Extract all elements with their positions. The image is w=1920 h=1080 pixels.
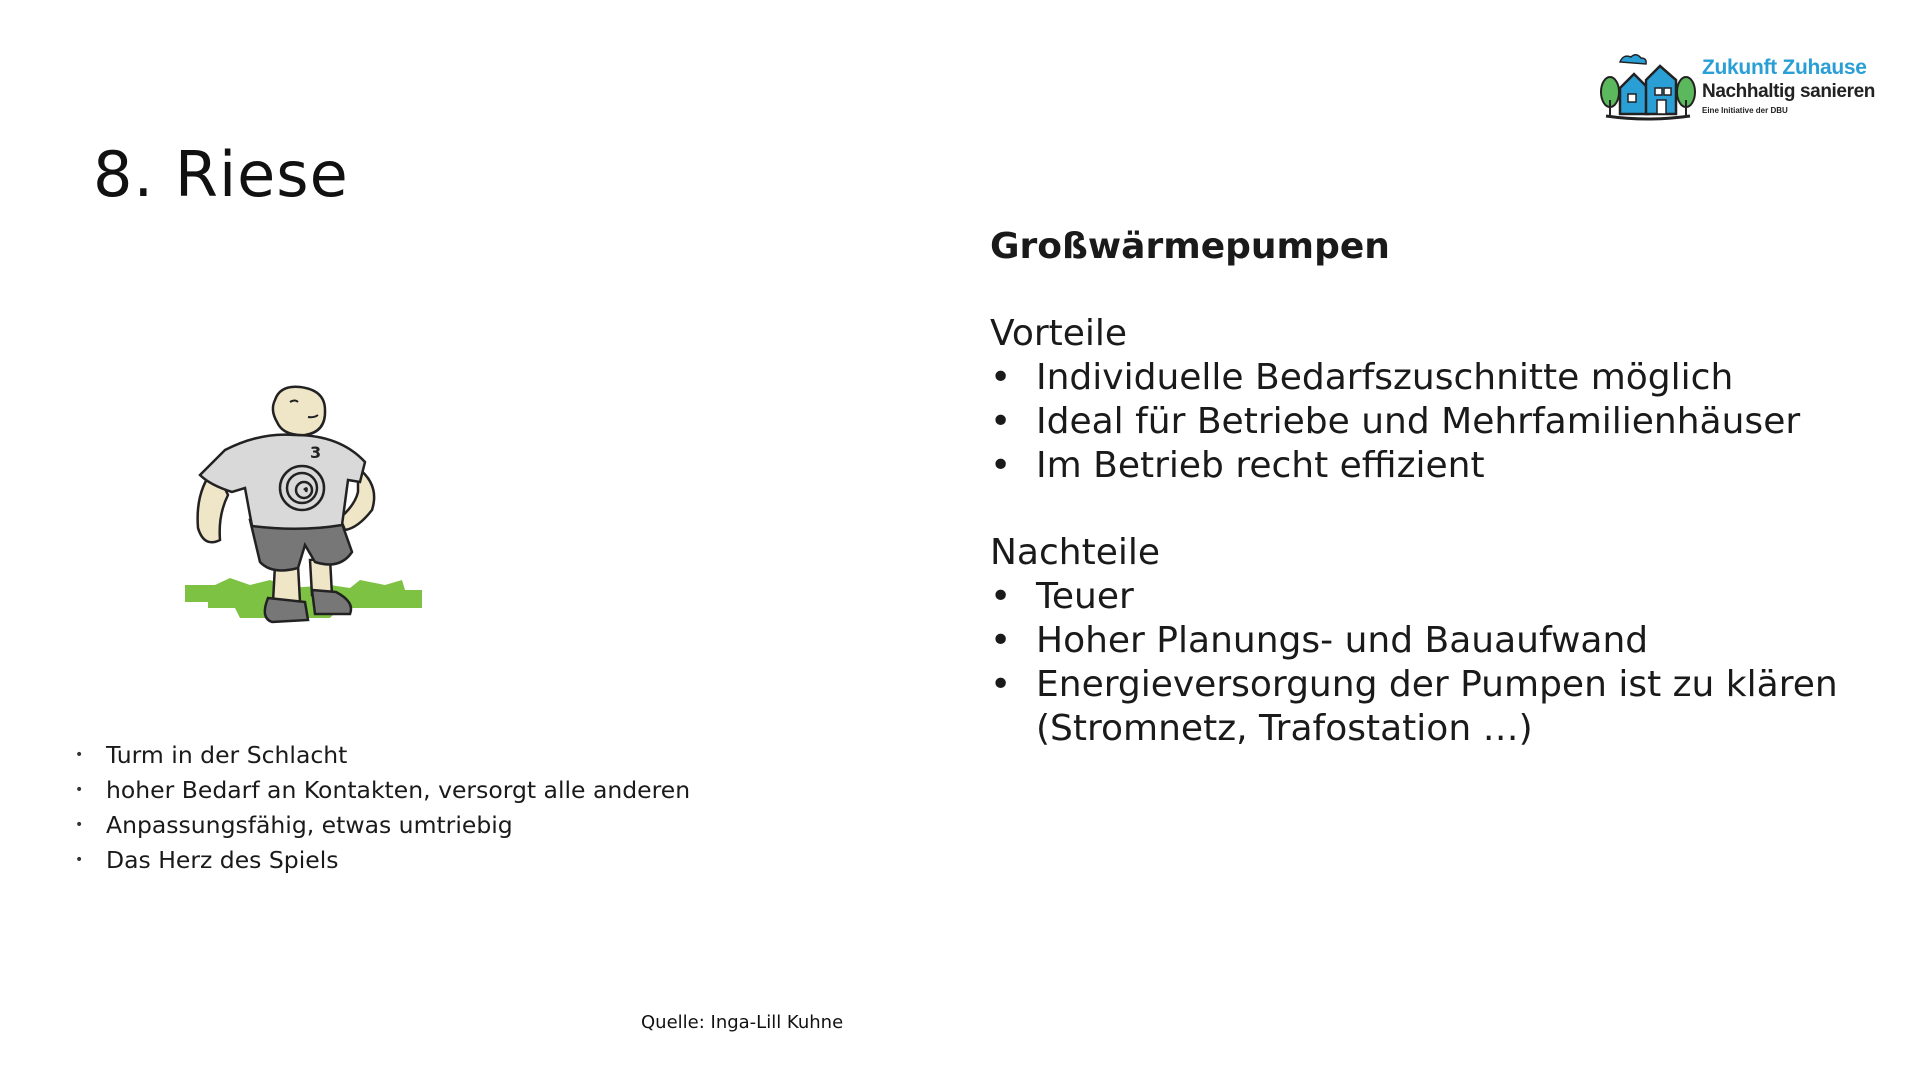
giant-player-illustration: [180, 380, 430, 640]
list-item: • hoher Bedarf an Kontakten, versorgt alle anderen: [73, 773, 690, 808]
svg-text:3: 3: [310, 443, 322, 462]
logo-title: Zukunft Zuhause: [1702, 56, 1867, 79]
details-heading: Großwärmepumpen: [990, 226, 1390, 267]
source-caption: Quelle: Inga-Lill Kuhne: [641, 1012, 844, 1033]
disadvantages-label: Nachteile: [990, 532, 1161, 573]
list-item: • Im Betrieb recht effizient: [990, 444, 1870, 488]
list-item: • Das Herz des Spiels: [73, 843, 690, 878]
list-item: • Turm in der Schlacht: [73, 738, 690, 773]
list-item: • Energieversorgung der Pumpen ist zu klären (Stromnetz, Trafostation …): [990, 663, 1870, 751]
list-item: • Anpassungsfähig, etwas umtriebig: [73, 808, 690, 843]
advantages-list: [990, 356, 1870, 488]
details-panel: [990, 225, 1870, 794]
traits-list: [73, 738, 690, 878]
disadvantages-list: [990, 575, 1870, 751]
advantages-label: Vorteile: [990, 313, 1128, 354]
logo-subtitle: Nachhaltig sanieren: [1702, 81, 1875, 102]
list-item: • Ideal für Betriebe und Mehrfamilienhäuser: [990, 400, 1870, 444]
logo-tagline: Eine Initiative der DBU: [1702, 106, 1788, 115]
player-figure-icon: [180, 380, 430, 640]
houses-trees-logo-icon: [1598, 50, 1698, 128]
slide-title: 8. Riese: [93, 138, 349, 211]
zukunft-zuhause-logo: [1598, 50, 1875, 128]
list-item: • Individuelle Bedarfszuschnitte möglich: [990, 356, 1870, 400]
list-item: • Hoher Planungs- und Bauaufwand: [990, 619, 1870, 663]
list-item: • Teuer: [990, 575, 1870, 619]
